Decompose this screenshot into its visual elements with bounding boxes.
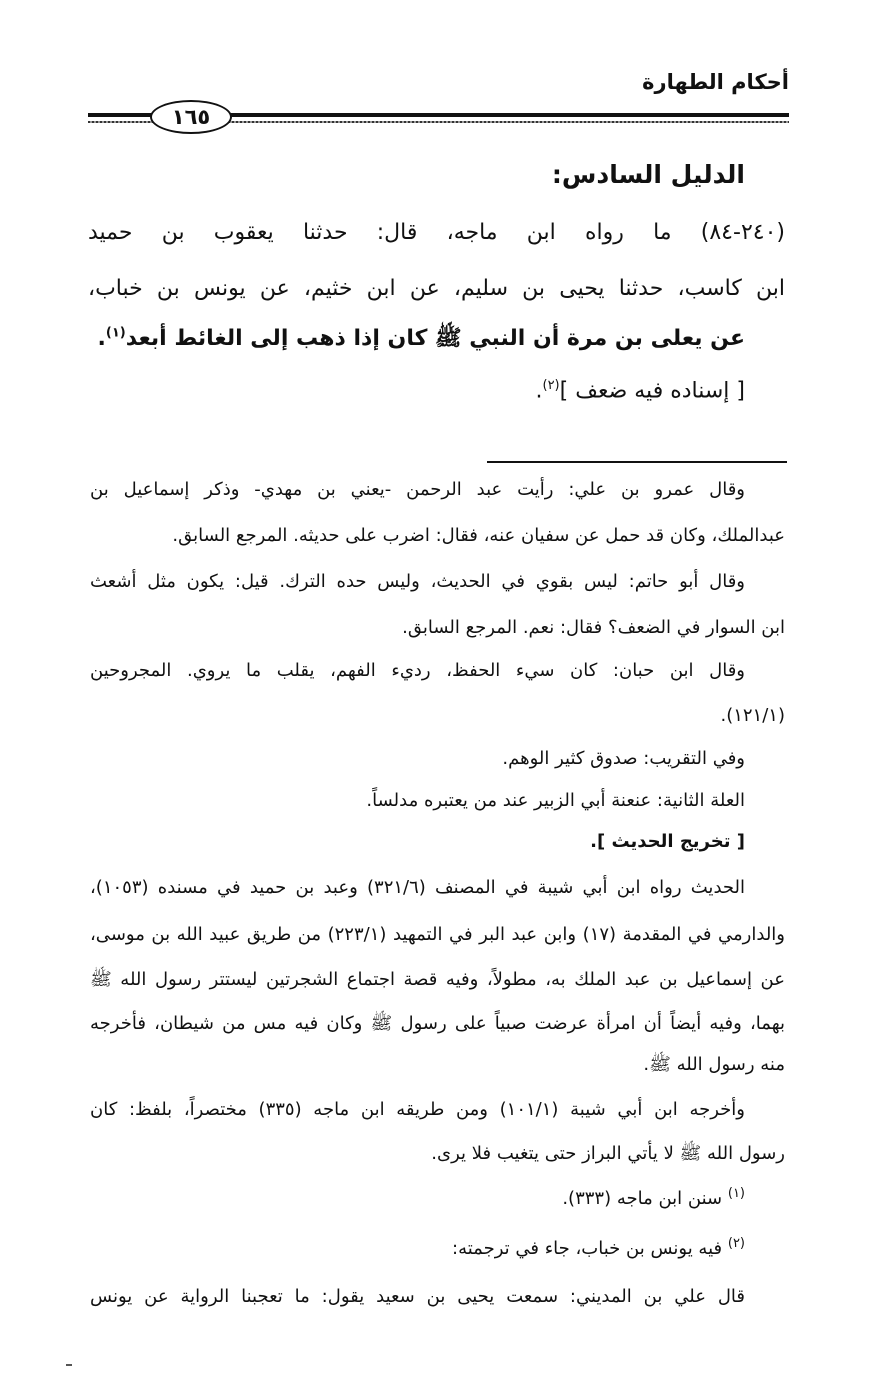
running-title: أحكام الطهارة [642, 70, 789, 94]
footnote-line: عن إسماعيل بن عبد الملك به، مطولاً، وفيه قصة اجتماع الشجرتين ليستتر رسول الله ﷺ [90, 969, 785, 990]
hadith-line-3: عن يعلى بن مرة أن النبي ﷺ كان إذا ذهب إلى الغائط أبعد$^{(١)}$. [97, 325, 745, 351]
hadith-line-1: (٢٤٠-٨٤) ما رواه ابن ماجه، قال: حدثنا يعقوب بن حميد [88, 220, 785, 245]
footnote-2: $^{(٢)}$ فيه يونس بن خباب، جاء في ترجمته: [452, 1236, 745, 1259]
footnote-ref-1: (١) [105, 325, 126, 341]
takhrij-heading: [ تخريج الحديث ]. [590, 831, 745, 852]
footnote-line: ابن السوار في الضعف؟ فقال: نعم. المرجع السابق. [402, 617, 785, 638]
footnote-line: وأخرجه ابن أبي شيبة (١٠١/١) ومن طريقه ابن ماجه (٣٣٥) مختصراً، بلفظ: كان [90, 1099, 745, 1120]
footnote-line: الحديث رواه ابن أبي شيبة في المصنف (٣٢١/٦) وعبد بن حميد في مسنده (١٠٥٣)، [90, 877, 745, 898]
footnote-line: وفي التقريب: صدوق كثير الوهم. [502, 748, 745, 769]
footnote-line: وقال عمرو بن علي: رأيت عبد الرحمن -يعني بن مهدي- وذكر إسماعيل بن [90, 479, 745, 500]
footnote-line: منه رسول الله ﷺ. [643, 1054, 785, 1075]
hadith-line-4: [ إسناده فيه ضعف ]$^{(٢)}$. [535, 378, 745, 404]
footnote-1: $^{(١)}$ سنن ابن ماجه (٣٣٣). [562, 1186, 745, 1209]
footnote-number-2: (٢) [727, 1236, 745, 1251]
footnote-line: (١٢١/١). [720, 705, 785, 726]
hadith-text: عن يعلى بن مرة أن النبي ﷺ كان إذا ذهب إلى الغائط أبعد [125, 326, 745, 351]
page-number: ١٦٥ [150, 100, 232, 134]
footnote-line: وقال أبو حاتم: ليس بقوي في الحديث، وليس حده الترك. قيل: يكون مثل أشعث [90, 571, 745, 592]
footnote-line: العلة الثانية: عنعنة أبي الزبير عند من يعتبره مدلساً. [366, 790, 745, 811]
footnote-line: قال علي بن المديني: سمعت يحيى بن سعيد يقول: ما تعجبنا الرواية عن يونس [90, 1286, 745, 1307]
hadith-line-2: ابن كاسب، حدثنا يحيى بن سليم، عن ابن خثيم، عن يونس بن خباب، [88, 276, 785, 301]
footnote-separator [487, 461, 787, 463]
footnote-number-1: (١) [727, 1186, 745, 1201]
footnote-line: رسول الله ﷺ لا يأتي البراز حتى يتغيب فلا يرى. [431, 1143, 785, 1164]
section-heading: الدليل السادس: [551, 160, 745, 189]
grading-text: [ إسناده فيه ضعف ] [559, 378, 745, 404]
footnote-line: بهما، وفيه أيضاً أن امرأة عرضت صبياً على رسول ﷺ وكان فيه مس من شيطان، فأخرجه [90, 1013, 785, 1034]
footnote-line: وقال ابن حبان: كان سيء الحفظ، رديء الفهم، يقلب ما يروي. المجروحين [90, 660, 745, 681]
footnote-line: عبدالملك، وكان قد حمل عن سفيان عنه، فقال: اضرب على حديثه. المرجع السابق. [172, 525, 785, 546]
scan-mark [66, 1364, 72, 1366]
footnote-ref-2: (٢) [542, 378, 560, 393]
footnote-line: والدارمي في المقدمة (١٧) وابن عبد البر في التمهيد (٢٢٣/١) من طريق عبيد الله بن موسى، [90, 924, 786, 945]
